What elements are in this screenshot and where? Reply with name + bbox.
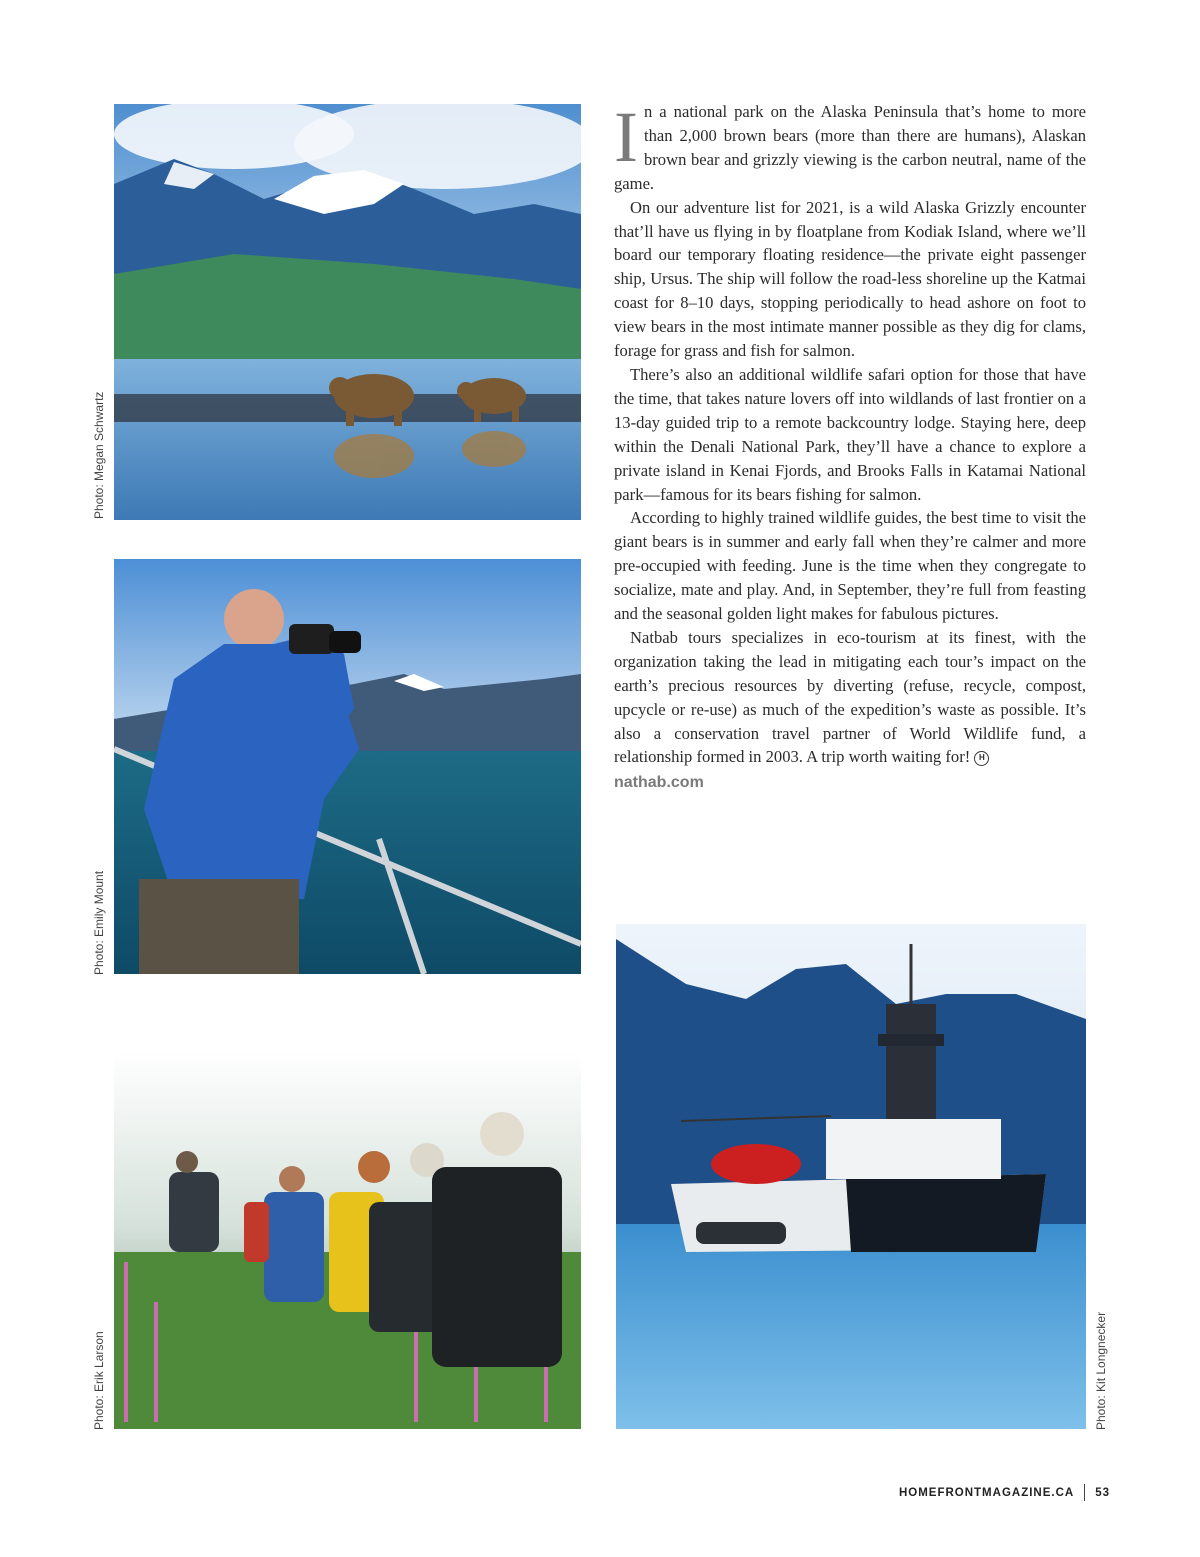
photo-credit-erik-larson: Photo: Erik Larson (92, 1331, 106, 1430)
photo-credit-kit-longnecker: Photo: Kit Longnecker (1094, 1311, 1108, 1430)
website-link[interactable]: nathab.com (614, 774, 704, 792)
photo-credit-emily-mount: Photo: Emily Mount (92, 870, 106, 975)
magazine-url: HOMEFRONTMAGAZINE.CA (898, 1486, 1075, 1499)
photo-hikers (114, 1052, 581, 1429)
photo-ship (616, 924, 1086, 1429)
article-paragraph-4: According to highly trained wildlife guides, the best time to visit the giant bears is in summer and early fall when they’re calmer and more pre-occupied with feeding. June is the time when they congregate to socialize, mate and play. And, in September, they’re full from feasting and the seasonal golden light makes for fabulous pictures. (614, 508, 1086, 624)
article-paragraph-2: On our adventure list for 2021, is a wild Alaska Grizzly encounter that’ll have us flying in by floatplane from Kodiak Island, where we’ll board our temporary floating residence—the private eight passenger ship, Ursus. The ship will follow the road-less shoreline up the Katmai coast for 8–10 days, stopping periodically to head ashore on foot to view bears in the most intimate manner possible as they dig for clams, forage for grass and fish for salmon. (614, 197, 1086, 361)
article-paragraph-5 (614, 626, 1086, 769)
article-body (614, 97, 1086, 795)
paragraph-1-text: n a national park on the Alaska Peninsula that’s home to more than 2,000 brown bears (more than there are humans), Alaskan brown bear and grizzly viewing is the carbon neutral, name of the game. (614, 102, 1086, 193)
photo-photographer (114, 559, 581, 974)
drop-cap: I (614, 97, 638, 177)
photo-bears (114, 104, 581, 520)
article-paragraph-3: There’s also an additional wildlife safari option for those that have the time, that takes nature lovers off into wildlands of last frontier on a 13-day guided trip to a remote backcountry lodge. Staying here, deep within the Denali National Park, they’ll have a chance to explore a private island in Kenai Fjords, and Brooks Falls in Katamai National park—famous for its bears fishing for salmon. (614, 364, 1086, 504)
page-footer (899, 1484, 1110, 1501)
page-number: 53 (1095, 1486, 1110, 1499)
paragraph-5-text: Natbab tours specializes in eco-tourism at its finest, with the organization taking the lead in mitigating each tour’s impact on the earth’s precious resources by diverting (refuse, recycle, compost, upcycle or re-use) as much of the expedition’s waste as possible. It’s also a conservation travel partner of World Wildlife fund, a relationship formed in 2003. A trip worth waiting for! (614, 627, 1086, 767)
article-paragraph-1 (614, 97, 1086, 196)
photo-credit-megan-schwartz: Photo: Megan Schwartz (92, 391, 106, 519)
end-mark-icon: H (974, 751, 989, 766)
footer-divider (1084, 1484, 1085, 1501)
